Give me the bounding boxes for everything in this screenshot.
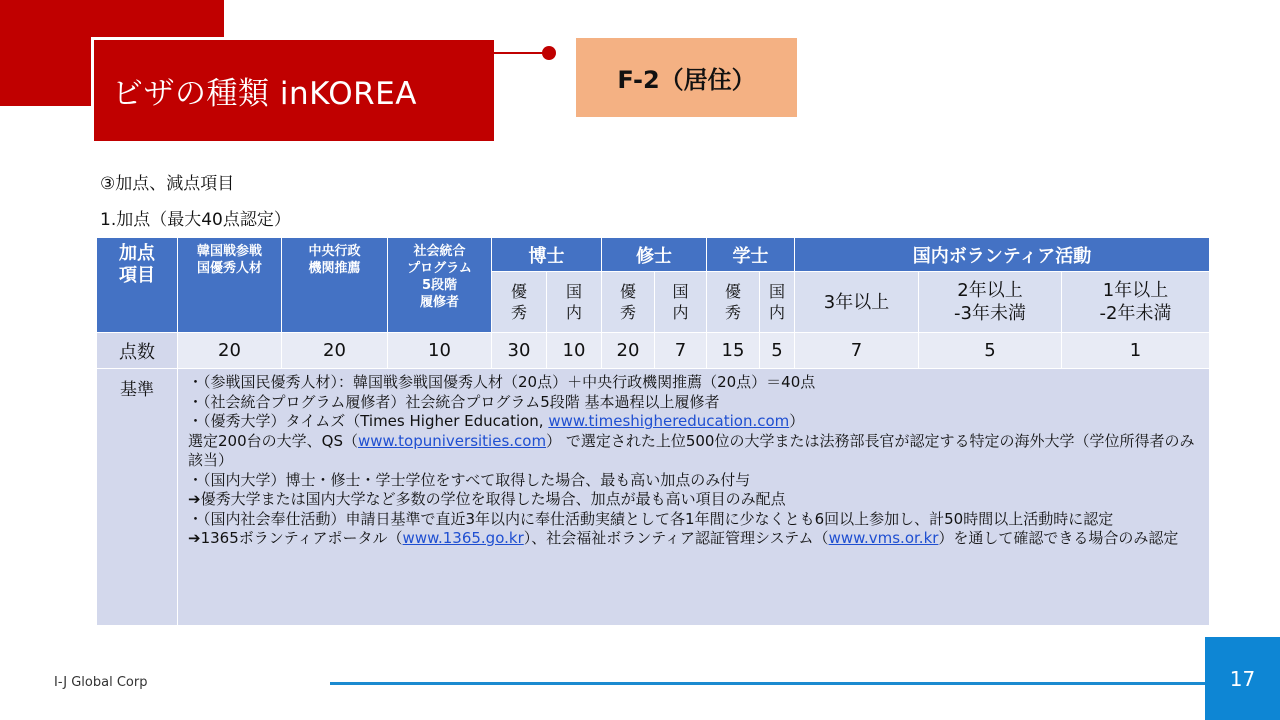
section-heading: ③加点、減点項目 <box>100 174 235 194</box>
header-korean-war-talent: 韓国戦参戦 国優秀人材 <box>178 238 282 333</box>
page-number: 17 <box>1205 637 1280 720</box>
subheader-doctor-domestic: 国 内 <box>547 272 602 333</box>
points-table <box>96 237 1210 626</box>
score-cell: 7 <box>655 333 707 369</box>
criteria-line <box>188 529 1201 549</box>
score-label: 点数 <box>97 333 178 369</box>
subheader-volunteer-1yr: 1年以上 -2年未満 <box>1062 272 1210 333</box>
criteria-line: ・（国内大学）博士・修士・学士学位をすべて取得した場合、最も高い加点のみ付与 <box>188 470 751 489</box>
header-master: 修士 <box>602 238 707 272</box>
link-1365-portal[interactable]: www.1365.go.kr <box>402 529 524 547</box>
title-connector-dot <box>542 46 556 60</box>
slide-title: ビザの種類 inKOREA <box>91 37 494 141</box>
header-doctor: 博士 <box>492 238 602 272</box>
footer-divider <box>330 682 1205 685</box>
score-cell: 10 <box>547 333 602 369</box>
subheader-doctor-excellent: 優 秀 <box>492 272 547 333</box>
link-top-universities[interactable]: www.topuniversities.com <box>357 431 547 450</box>
criteria-line: ・（国内社会奉仕活動）申請日基準で直近3年以内に奉仕活動実績として各1年間に少なくとも6回以上参加し、計50時間以上活動時に認定 <box>188 509 1114 528</box>
subheader-master-domestic: 国 内 <box>655 272 707 333</box>
link-vms[interactable]: www.vms.or.kr <box>828 529 939 547</box>
score-cell: 7 <box>795 333 919 369</box>
subheader-volunteer-3yr: 3年以上 <box>795 272 919 333</box>
score-cell: 20 <box>602 333 655 369</box>
score-cell: 20 <box>282 333 388 369</box>
subheader-master-excellent: 優 秀 <box>602 272 655 333</box>
criteria-label: 基準 <box>97 369 178 626</box>
criteria-line: ・（社会統合プログラム履修者）社会統合プログラム5段階 基本過程以上履修者 <box>188 392 720 411</box>
criteria-line <box>188 432 1201 471</box>
subheader-volunteer-2yr: 2年以上 -3年未満 <box>919 272 1062 333</box>
score-cell: 5 <box>760 333 795 369</box>
criteria-text-segment: ）を通して確認できる場合のみ認定 <box>938 529 1179 547</box>
criteria-text <box>178 369 1210 626</box>
header-social-integration: 社会統合 プログラム 5段階 履修者 <box>388 238 492 333</box>
criteria-text-segment: ➔1365ボランティアポータル（ <box>188 529 403 547</box>
score-cell: 10 <box>388 333 492 369</box>
subheading: 1.加点（最大40点認定） <box>100 210 291 230</box>
score-cell: 5 <box>919 333 1062 369</box>
header-volunteer: 国内ボランティア活動 <box>795 238 1210 272</box>
criteria-text-segment: ・（優秀大学）タイムズ（Times Higher Education, <box>188 412 549 430</box>
score-cell: 15 <box>707 333 760 369</box>
subheader-bachelor-domestic: 国 内 <box>760 272 795 333</box>
criteria-text-segment: ） <box>789 412 805 430</box>
criteria-text-segment: ） で選定された上位500位の大学または法務部長官が認定する特定の海外大学（学位所得者のみ該当） <box>188 431 1195 469</box>
score-cell: 1 <box>1062 333 1210 369</box>
title-connector-line <box>494 52 548 54</box>
score-cell: 30 <box>492 333 547 369</box>
subheader-bachelor-excellent: 優 秀 <box>707 272 760 333</box>
visa-type-label: F-2（居住） <box>576 38 797 117</box>
header-central-agency: 中央行政 機関推薦 <box>282 238 388 333</box>
criteria-text-segment: ）、社会福祉ボランティア認証管理システム（ <box>523 529 829 547</box>
criteria-line: ➔優秀大学または国内大学など多数の学位を取得した場合、加点が最も高い項目のみ配点 <box>188 490 786 508</box>
footer-brand: I-J Global Corp <box>54 675 148 690</box>
criteria-text-segment: 選定200台の大学、QS（ <box>188 431 358 450</box>
link-times-higher-education[interactable]: www.timeshighereducation.com <box>548 412 790 430</box>
header-bachelor: 学士 <box>707 238 795 272</box>
row-label-header: 加点 項目 <box>97 238 178 333</box>
criteria-line <box>188 412 1201 432</box>
score-cell: 20 <box>178 333 282 369</box>
criteria-line: ・（参戦国民優秀人材）：韓国戦参戦国優秀人材（20点）＋中央行政機関推薦（20点）＝40点 <box>188 373 816 391</box>
